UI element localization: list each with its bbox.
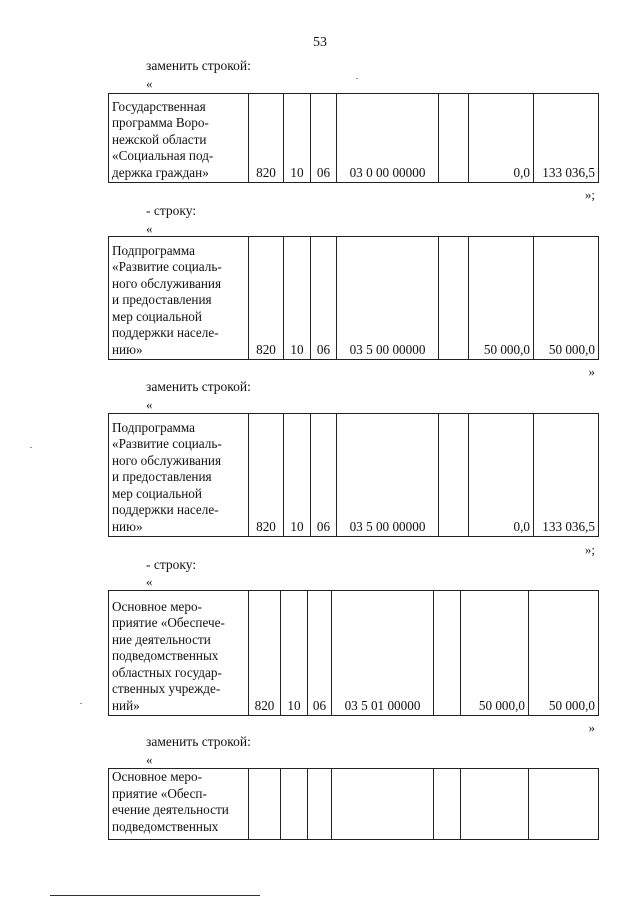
close-quote: » [588,364,595,379]
rz-cell: 10 [281,591,308,716]
pr-cell: 06 [311,94,337,183]
budget-table-row [108,413,599,537]
scan-speck [30,447,32,448]
scan-speck [356,78,358,79]
csr-cell: 03 5 00 00000 [337,414,439,537]
rz-cell: 10 [284,94,311,183]
grbs-cell: 820 [249,237,284,360]
csr-cell: 03 5 00 00000 [337,237,439,360]
open-quote: « [146,76,153,91]
pr-cell: 06 [311,237,337,360]
value1-cell: 0,0 [469,414,534,537]
pr-cell [308,769,332,840]
value2-cell: 50 000,0 [529,591,599,716]
pr-cell: 06 [311,414,337,537]
vr-cell [439,94,469,183]
close-quote: »; [584,542,595,557]
value2-cell: 50 000,0 [534,237,599,360]
grbs-cell: 820 [249,591,281,716]
pr-cell: 06 [308,591,332,716]
rz-cell [281,769,308,840]
close-quote: »; [584,187,595,202]
rz-cell: 10 [284,237,311,360]
scan-speck [80,703,82,704]
open-quote: « [146,752,153,767]
row-name-cell: Подпрограмма «Развитие социаль- ного обслуживания и предоставления мер социальной поддержки населе- нию» [109,237,249,360]
block-label: - строку: [146,203,197,218]
block-label: заменить строкой: [146,734,251,749]
row-name-cell: Основное меро- приятие «Обеспече- ние деятельности подведомственных областных государ- ственных учрежде- ний» [109,591,249,716]
close-quote: » [588,720,595,735]
grbs-cell: 820 [249,94,284,183]
csr-cell: 03 5 01 00000 [332,591,434,716]
value1-cell [461,769,529,840]
open-quote: « [146,574,153,589]
value2-cell [529,769,599,840]
open-quote: « [146,221,153,236]
block-label: заменить строкой: [146,58,251,73]
csr-cell [332,769,434,840]
vr-cell [439,414,469,537]
value1-cell: 50 000,0 [469,237,534,360]
row-name-cell: Государственная программа Воро- нежской области «Социальная под- держка граждан» [109,94,249,183]
block-label: - строку: [146,557,197,572]
budget-table-row [108,768,599,840]
vr-cell [434,591,461,716]
block-label: заменить строкой: [146,379,251,394]
budget-table-row [108,236,599,360]
row-name-cell: Основное меро- приятие «Обесп- ечение деятельности подведомственных [109,769,249,840]
csr-cell: 03 0 00 00000 [337,94,439,183]
budget-table-row [108,93,599,183]
row-name-cell: Подпрограмма «Развитие социаль- ного обслуживания и предоставления мер социальной поддержки населе- нию» [109,414,249,537]
footnote-rule [50,895,260,896]
budget-table-row [108,590,599,716]
value2-cell: 133 036,5 [534,414,599,537]
vr-cell [434,769,461,840]
rz-cell: 10 [284,414,311,537]
open-quote: « [146,397,153,412]
page-number: 53 [313,35,327,50]
grbs-cell: 820 [249,414,284,537]
grbs-cell [249,769,281,840]
value2-cell: 133 036,5 [534,94,599,183]
value1-cell: 0,0 [469,94,534,183]
vr-cell [439,237,469,360]
value1-cell: 50 000,0 [461,591,529,716]
